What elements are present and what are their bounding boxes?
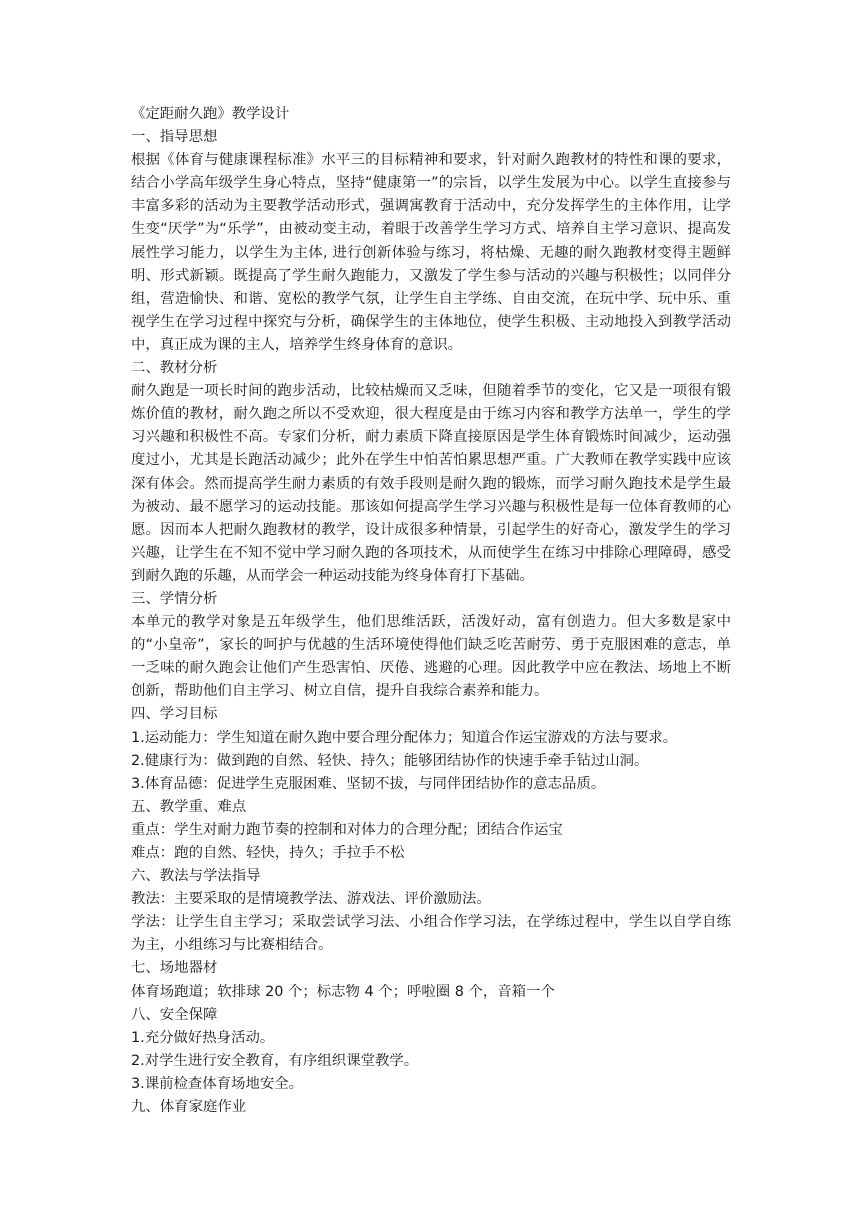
list-item-teaching-method: 教法：主要采取的是情境教学法、游戏法、评价激励法。: [131, 891, 491, 908]
paragraph-venue-equipment: 体育场跑道；软排球 20 个；标志物 4 个；呼啦圈 8 个，音箱一个: [131, 983, 555, 1000]
section-heading-guiding-ideology: 一、指导思想: [131, 129, 218, 146]
paragraph-material-analysis: 耐久跑是一项长时间的跑步活动，比较枯燥而又乏味，但随着季节的变化，它又是一项很有锻炼价值的教材，耐久跑之所以不受欢迎，很大程度是由于练习内容和教学方法单一，学生的学习兴趣和积极性不高。专家们分析，耐力素质下降直接原因是学生体育锻炼时间减少，运动强度过小，尤其是长跑活动减少；此外在学生中怕苦怕累思想严重。广大教师在教学实践中应该深有体会。然而提高学生耐力素质的有效手段则是耐久跑的锻炼，而学习耐久跑技术是学生最为被动、最不愿学习的运动技能。那该如何提高学生学习兴趣与积极性是每一位体育教师的心愿。因而本人把耐久跑教材的教学，设计成很多种情景，引起学生的好奇心，激发学生的学习兴趣，让学生在不知不觉中学习耐久跑的各项技术，从而使学生在练习中排除心理障碍，感受到耐久跑的乐趣，从而学会一种运动技能为终身体育打下基础。: [131, 383, 731, 584]
section-heading-material-analysis: 二、教材分析: [131, 360, 218, 377]
section-heading-venue-equipment: 七、场地器材: [131, 960, 218, 977]
list-item-safety-2: 2.对学生进行安全教育，有序组织课堂教学。: [131, 1052, 419, 1069]
section-heading-learner-analysis: 三、学情分析: [131, 590, 218, 607]
list-item-key-point: 重点：学生对耐力跑节奏的控制和对体力的合理分配；团结合作运宝: [131, 821, 563, 838]
section-heading-key-points: 五、教学重、难点: [131, 798, 247, 815]
list-item-goal-2: 2.健康行为：做到跑的自然、轻快、持久；能够团结协作的快速手牵手钻过山洞。: [131, 752, 649, 769]
list-item-goal-1: 1.运动能力：学生知道在耐久跑中要合理分配体力；知道合作运宝游戏的方法与要求。: [131, 729, 678, 746]
section-heading-methods: 六、教法与学法指导: [131, 868, 261, 885]
section-heading-learning-goals: 四、学习目标: [131, 706, 218, 723]
paragraph-learner-analysis: 本单元的教学对象是五年级学生，他们思维活跃，活泼好动，富有创造力。但大多数是家中的“小皇帝”，家长的呵护与优越的生活环境使得他们缺乏吃苦耐劳、勇于克服困难的意志，单一乏味的耐久跑会让他们产生恐害怕、厌倦、逃避的心理。因此教学中应在教法、场地上不断创新，帮助他们自主学习、树立自信，提升自我综合素养和能力。: [131, 614, 731, 700]
list-item-goal-3: 3.体育品德：促进学生克服困难、坚韧不拔，与同伴团结协作的意志品质。: [131, 775, 606, 792]
paragraph-guiding-ideology: 根据《体育与健康课程标准》水平三的目标精神和要求，针对耐久跑教材的特性和课的要求，结合小学高年级学生身心特点，坚持“健康第一”的宗旨，以学生发展为中心。以学生直接参与丰富多彩的活动为主要教学活动形式，强调寓教育于活动中，充分发挥学生的主体作用，让学生变“厌学”为“乐学”，由被动变主动，着眼于改善学生学习方式、培养自主学习意识、提高发展性学习能力，以学生为主体, 进行创新体验与练习，将枯燥、无趣的耐久跑教材变得主题鲜明、形式新颖。既提高了学生耐久跑能力，又激发了学生参与活动的兴趣与积极性；以同伴分组，营造愉快、和谐、宽松的教学气氛，让学生自主学练、自由交流，在玩中学、玩中乐、重视学生在学习过程中探究与分析，确保学生的主体地位，使学生积极、主动地投入到教学活动中，真正成为课的主人，培养学生终身体育的意识。: [131, 152, 731, 353]
document-title: 《定距耐久跑》教学设计: [131, 106, 290, 122]
section-heading-homework: 九、体育家庭作业: [131, 1099, 247, 1116]
list-item-difficult-point: 难点：跑的自然、轻快，持久；手拉手不松: [131, 845, 405, 861]
list-item-safety-1: 1.充分做好热身活动。: [131, 1029, 275, 1046]
section-heading-safety: 八、安全保障: [131, 1006, 218, 1023]
list-item-safety-3: 3.课前检查体育场地安全。: [131, 1075, 304, 1092]
list-item-learning-method: 学法：让学生自主学习；采取尝试学习法、小组合作学习法，在学练过程中，学生以自学自练为主，小组练习与比赛相结合。: [131, 914, 731, 954]
document-page: [131, 103, 731, 1119]
